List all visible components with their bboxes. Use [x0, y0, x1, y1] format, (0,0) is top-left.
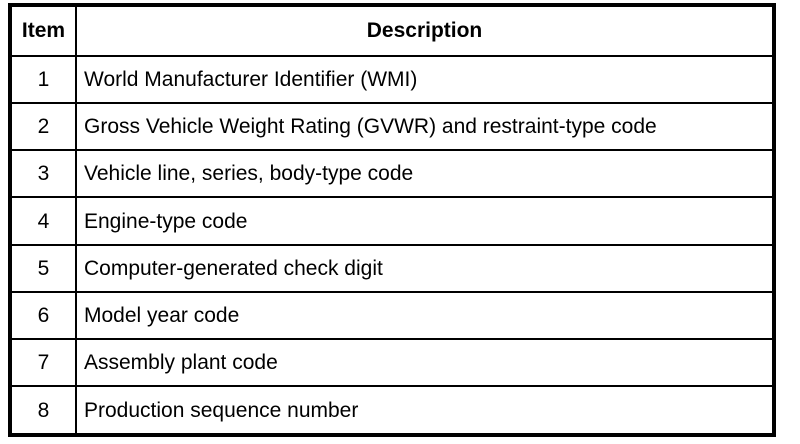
item-column-header: Item — [10, 5, 76, 56]
item-number-cell: 8 — [10, 386, 76, 435]
table-row — [10, 245, 774, 292]
table-row — [10, 197, 774, 244]
item-number-cell: 2 — [10, 103, 76, 150]
table-row — [10, 339, 774, 386]
item-description-cell: Engine-type code — [76, 197, 774, 244]
vin-description-table — [8, 3, 776, 437]
table-body — [10, 56, 774, 435]
item-number-cell: 6 — [10, 292, 76, 339]
item-description-cell: Production sequence number — [76, 386, 774, 435]
table-row — [10, 292, 774, 339]
item-number-cell: 4 — [10, 197, 76, 244]
description-column-header: Description — [76, 5, 774, 56]
item-description-cell: World Manufacturer Identifier (WMI) — [76, 56, 774, 103]
item-number-cell: 3 — [10, 150, 76, 197]
table-row — [10, 56, 774, 103]
table-row — [10, 150, 774, 197]
item-description-cell: Assembly plant code — [76, 339, 774, 386]
table-row — [10, 103, 774, 150]
table-row — [10, 386, 774, 435]
item-number-cell: 5 — [10, 245, 76, 292]
item-description-cell: Model year code — [76, 292, 774, 339]
header-row — [10, 5, 774, 56]
item-description-cell: Computer-generated check digit — [76, 245, 774, 292]
item-description-cell: Gross Vehicle Weight Rating (GVWR) and restraint-type code — [76, 103, 774, 150]
table-header — [10, 5, 774, 56]
item-number-cell: 1 — [10, 56, 76, 103]
item-description-cell: Vehicle line, series, body-type code — [76, 150, 774, 197]
item-number-cell: 7 — [10, 339, 76, 386]
